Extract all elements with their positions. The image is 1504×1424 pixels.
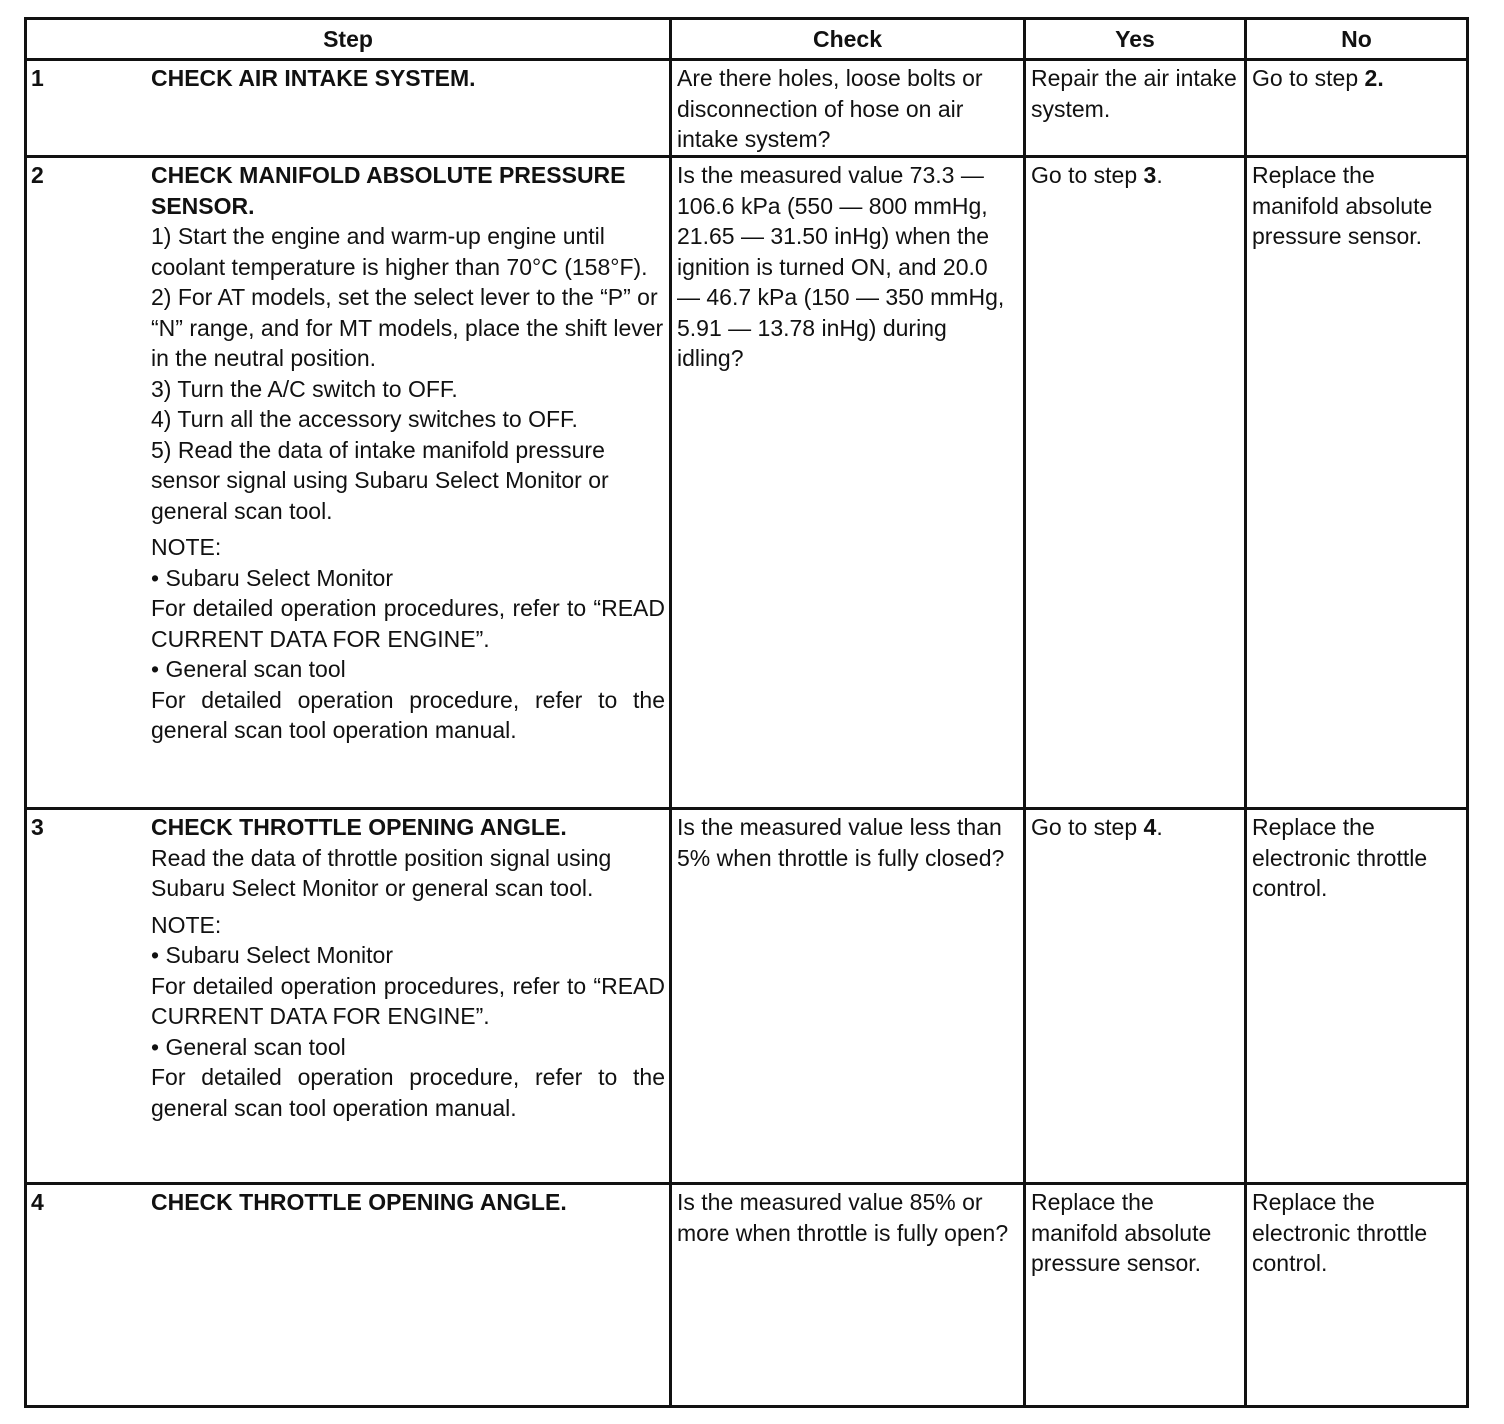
procedure-step: 5) Read the data of intake manifold pressure sensor signal using Subaru Select Monitor or general scan tool. xyxy=(151,436,609,524)
yes-cell: Replace the manifold absolute pressure sensor. xyxy=(1025,1184,1246,1407)
yes-cell xyxy=(1025,809,1246,1184)
yes-cell: Repair the air intake system. xyxy=(1025,60,1246,157)
check-cell: Is the measured value 73.3 — 106.6 kPa (550 — 800 mmHg, 21.65 — 31.50 inHg) when the ignition is turned ON, and 20.0 — 46.7 kPa (150 — 350 mmHg, 5.91 — 13.78 inHg) during idling? xyxy=(671,157,1025,809)
check-cell: Is the measured value 85% or more when throttle is fully open? xyxy=(671,1184,1025,1407)
check-cell: Is the measured value less than 5% when throttle is fully closed? xyxy=(671,809,1025,1184)
step-cell xyxy=(26,809,671,1184)
step-cell xyxy=(26,1184,671,1407)
step-reference: 4 xyxy=(1143,814,1157,840)
step-number: 4 xyxy=(31,1189,44,1215)
header-check: Check xyxy=(671,19,1025,60)
step-cell xyxy=(26,157,671,809)
note-bullet: • Subaru Select Monitor xyxy=(151,942,394,968)
no-suffix: . xyxy=(1377,65,1384,91)
table-row xyxy=(26,809,1468,1184)
note-text: For detailed operation procedure, refer to the general scan tool operation manual. xyxy=(151,1064,665,1121)
table-row xyxy=(26,1184,1468,1407)
note-label: NOTE: xyxy=(151,911,222,938)
step-title: CHECK AIR INTAKE SYSTEM. xyxy=(151,65,476,91)
header-row xyxy=(26,19,1468,60)
step-reference: 2 xyxy=(1364,65,1378,91)
step-number: 2 xyxy=(31,162,44,188)
note-text: For detailed operation procedure, refer to the general scan tool operation manual. xyxy=(151,686,665,743)
step-reference: 3 xyxy=(1143,162,1157,188)
step-cell xyxy=(26,60,671,157)
table-row xyxy=(26,60,1468,157)
header-step: Step xyxy=(26,19,671,60)
yes-suffix: . xyxy=(1156,814,1163,840)
note-bullet: • General scan tool xyxy=(151,656,346,682)
no-cell: Replace the electronic throttle control. xyxy=(1246,809,1468,1184)
step-number: 3 xyxy=(31,814,44,840)
step-title: CHECK THROTTLE OPENING ANGLE. xyxy=(151,814,567,840)
procedure-step: 1) Start the engine and warm-up engine until coolant temperature is higher than 70°C (158°F). xyxy=(151,223,648,280)
yes-prefix: Go to step xyxy=(1031,814,1144,840)
step-title: CHECK THROTTLE OPENING ANGLE. xyxy=(151,1189,567,1215)
header-no: No xyxy=(1246,19,1468,60)
note-bullet: • General scan tool xyxy=(151,1033,346,1060)
no-cell: Replace the electronic throttle control. xyxy=(1246,1184,1468,1407)
note-text: For detailed operation procedures, refer to “READ CURRENT DATA FOR ENGINE”. xyxy=(151,595,665,652)
check-cell: Are there holes, loose bolts or disconnection of hose on air intake system? xyxy=(671,60,1025,157)
diagnostic-table xyxy=(24,17,1469,1408)
step-title: CHECK MANIFOLD ABSOLUTE PRESSURE SENSOR. xyxy=(151,162,626,219)
table-row xyxy=(26,157,1468,809)
yes-suffix: . xyxy=(1156,162,1163,188)
yes-prefix: Go to step xyxy=(1031,162,1144,188)
no-prefix: Go to step xyxy=(1252,65,1365,91)
procedure-step: 3) Turn the A/C switch to OFF. xyxy=(151,375,458,402)
procedure-step: 4) Turn all the accessory switches to OFF. xyxy=(151,406,578,432)
header-yes: Yes xyxy=(1025,19,1246,60)
step-number: 1 xyxy=(31,65,44,91)
no-cell xyxy=(1246,60,1468,157)
yes-cell xyxy=(1025,157,1246,809)
procedure-text: Read the data of throttle position signal using Subaru Select Monitor or general scan tool. xyxy=(151,844,612,901)
note-text: For detailed operation procedures, refer to “READ CURRENT DATA FOR ENGINE”. xyxy=(151,972,665,1029)
procedure-step: 2) For AT models, set the select lever to the “P” or “N” range, and for MT models, place the shift lever in the neutral position. xyxy=(151,284,664,371)
note-bullet: • Subaru Select Monitor xyxy=(151,564,394,591)
no-cell: Replace the manifold absolute pressure sensor. xyxy=(1246,157,1468,809)
note-label: NOTE: xyxy=(151,534,222,560)
